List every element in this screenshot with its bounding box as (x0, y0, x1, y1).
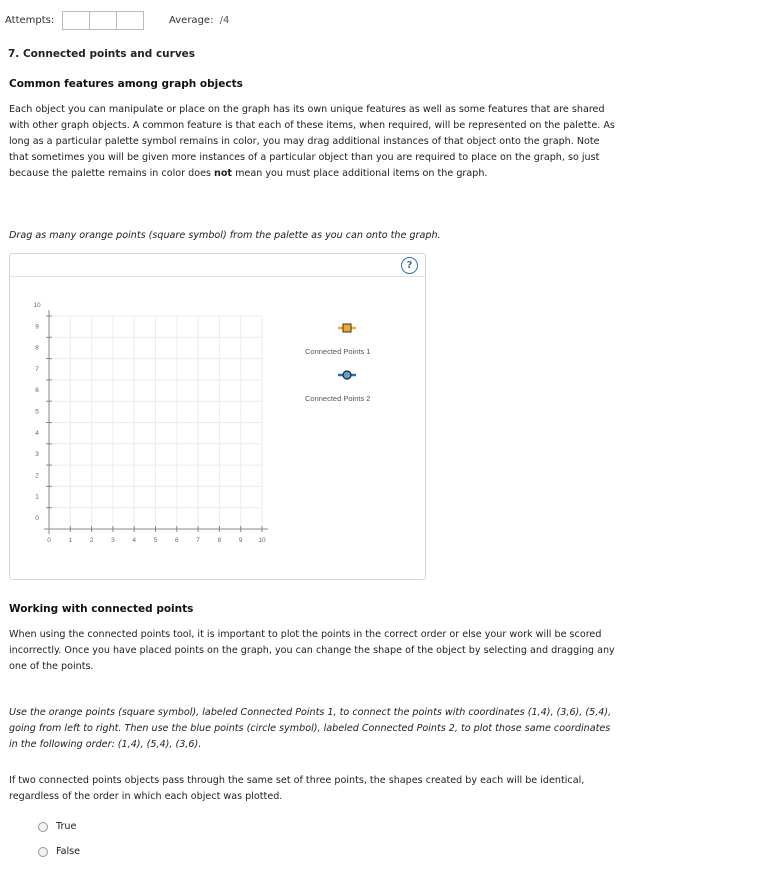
x-tick-label: 10 (258, 537, 266, 544)
intro-text-b: mean you must place additional items on the graph. (232, 168, 488, 179)
x-tick-label: 2 (89, 537, 94, 544)
y-tick-label: 4 (35, 429, 39, 437)
section-heading-common-features: Common features among graph objects (9, 78, 243, 90)
intro-text-bold: not (214, 168, 233, 179)
y-tick-label: 10 (33, 302, 41, 309)
x-tick-label: 7 (196, 537, 200, 544)
x-tick-label: 4 (132, 537, 137, 544)
y-tick-label: 3 (35, 451, 39, 459)
palette-connected-points-1-square-icon[interactable] (343, 324, 351, 332)
question-statement: If two connected points objects pass through the same set of three points, the shapes created by each will be identical, regardless of the order in which each object was plotted. (9, 775, 585, 802)
attempt-box (89, 11, 117, 30)
x-tick-label: 5 (153, 537, 158, 544)
graph-canvas[interactable] (10, 254, 425, 579)
x-tick-label: 8 (217, 537, 222, 544)
connected-points-paragraph: When using the connected points tool, it is important to plot the points in the correct order or else your work will be scored incorrectly. Once you have placed points on the graph, you can change the shape of the object by selecting and dragging any one of the points. (9, 629, 615, 672)
question-title: 7. Connected points and curves (8, 48, 196, 60)
x-tick-label: 3 (111, 537, 115, 544)
average-label: Average: (169, 15, 214, 26)
attempt-boxes (62, 11, 143, 30)
y-tick-label: 9 (35, 323, 39, 331)
y-tick-label: 2 (35, 472, 39, 480)
intro-text-a: Each object you can manipulate or place on the graph has its own unique features as well as some features that are shared with other graph objects. A common feature is that each of these items, when required, will be represented on the palette. As long as a particular palette symbol remains in color, you may drag additional instances of that object onto the graph. Note that sometimes you will be given more instances of a particular object than you are required to place on the graph, so just because the palette remains in color does (9, 104, 615, 179)
attempt-box (116, 11, 144, 30)
y-tick-label: 1 (35, 493, 39, 501)
y-tick-label: 6 (35, 387, 39, 395)
graph-panel (9, 253, 426, 580)
option-true-label: True (56, 821, 77, 832)
intro-paragraph (9, 102, 621, 182)
option-true[interactable] (38, 821, 76, 832)
palette-label-connected-points-1: Connected Points 1 (305, 347, 371, 356)
radio-false[interactable] (38, 847, 48, 857)
average (169, 15, 229, 26)
attempts-label: Attempts: (5, 15, 55, 26)
section-heading-working-connected: Working with connected points (9, 603, 194, 615)
attempts-bar (0, 0, 769, 40)
x-tick-label: 1 (68, 537, 73, 544)
radio-true[interactable] (38, 822, 48, 832)
plot-instruction: Use the orange points (square symbol), labeled Connected Points 1, to connect the points with coordinates (1,4), (3,6), (5,4), going from left to right. Then use the blue points (circle symbol), labeled Connected Points 2, to plot those same coordinates in the following order: (1,4), (5,4), (3,6). (9, 707, 612, 750)
palette-connected-points-2-circle-icon[interactable] (343, 371, 351, 379)
x-tick-label: 9 (238, 537, 243, 544)
drag-instruction: Drag as many orange points (square symbol) from the palette as you can onto the graph. (9, 230, 441, 241)
help-icon[interactable]: ? (401, 257, 418, 274)
y-tick-label: 0 (35, 515, 39, 522)
x-tick-label: 6 (174, 537, 179, 544)
attempt-box (62, 11, 90, 30)
y-tick-label: 5 (35, 408, 39, 416)
x-tick-label: 0 (47, 537, 51, 544)
option-false-label: False (56, 846, 81, 857)
option-false[interactable] (38, 846, 80, 857)
average-score: /4 (219, 15, 230, 26)
y-tick-label: 8 (35, 344, 39, 352)
palette-label-connected-points-2: Connected Points 2 (305, 394, 371, 403)
y-tick-label: 7 (35, 365, 39, 373)
